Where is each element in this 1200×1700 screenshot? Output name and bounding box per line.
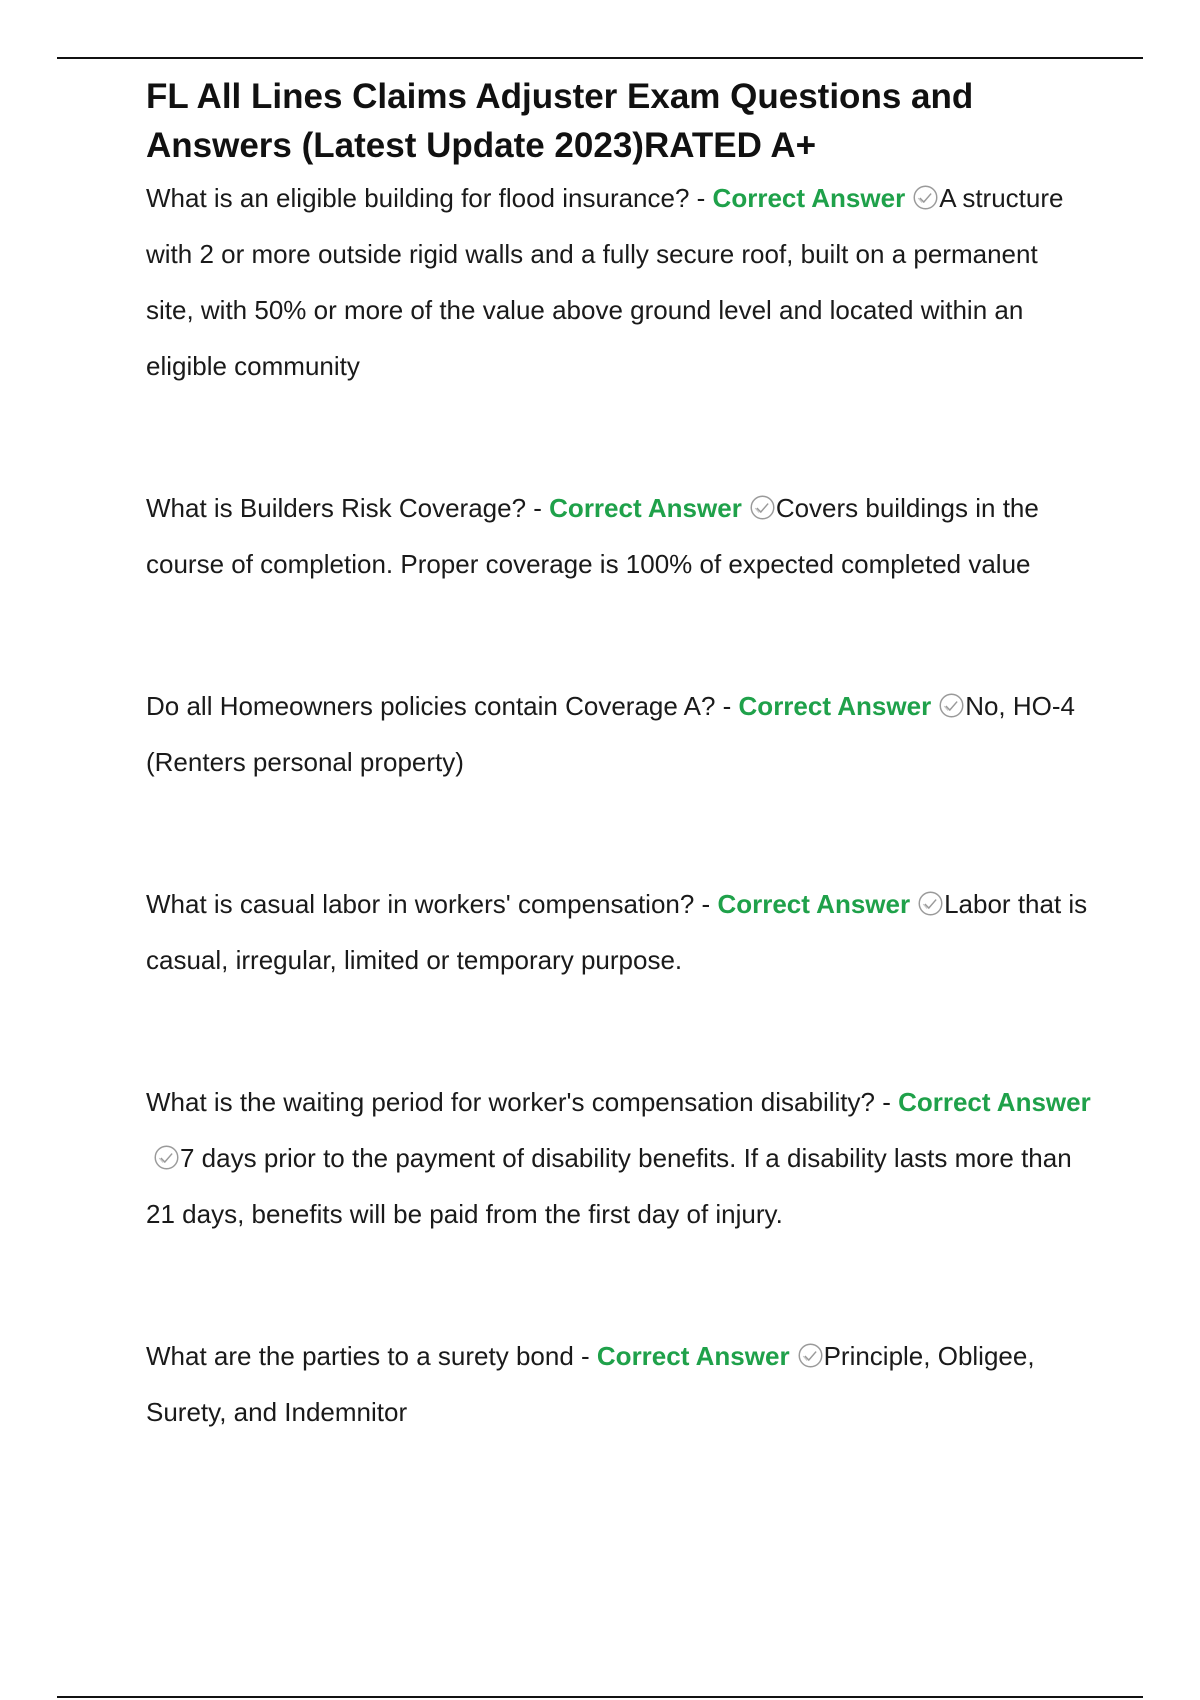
check-circle-icon	[797, 1342, 824, 1369]
question-text: What is an eligible building for flood insurance?	[146, 183, 690, 213]
title-line-2: Answers (Latest Update 2023)RATED A+	[146, 126, 817, 165]
correct-answer-label: Correct Answer	[717, 889, 911, 919]
question-text: What is casual labor in workers' compensation?	[146, 889, 695, 919]
document-body	[146, 72, 1091, 1440]
separator: -	[694, 889, 718, 919]
separator: -	[874, 1087, 899, 1117]
separator: -	[526, 493, 550, 523]
separator: -	[573, 1341, 597, 1371]
answer-text: Covers buildings in the course of completion. Proper coverage is 100% of expected completed value	[146, 493, 1039, 579]
check-circle-icon	[938, 692, 965, 719]
check-circle-icon	[917, 890, 944, 917]
question-text: Do all Homeowners policies contain Coverage A?	[146, 691, 716, 721]
correct-answer-label: Correct Answer	[596, 1341, 790, 1371]
answer-text: No, HO-4 (Renters personal property)	[146, 691, 1075, 777]
qa-item	[146, 1074, 1091, 1242]
question-text: What are the parties to a surety bond	[146, 1341, 574, 1371]
title-line-1: FL All Lines Claims Adjuster Exam Questions and	[146, 77, 974, 116]
correct-answer-label: Correct Answer	[738, 691, 932, 721]
qa-item	[146, 1328, 1091, 1440]
answer-text: Principle, Obligee, Surety, and Indemnitor	[146, 1341, 1035, 1427]
qa-item	[146, 678, 1091, 790]
answer-text: Labor that is casual, irregular, limited or temporary purpose.	[146, 889, 1088, 975]
answer-text: 7 days prior to the payment of disability benefits. If a disability lasts more than 21 days, benefits will be paid from the first day of injury.	[146, 1143, 1072, 1229]
separator: -	[689, 183, 713, 213]
separator: -	[715, 691, 739, 721]
document-title	[146, 72, 1091, 170]
check-circle-icon	[912, 184, 939, 211]
qa-item	[146, 480, 1091, 592]
question-text: What is the waiting period for worker's compensation disability?	[146, 1087, 875, 1117]
question-text: What is Builders Risk Coverage?	[146, 493, 527, 523]
qa-item	[146, 876, 1091, 988]
correct-answer-label: Correct Answer	[549, 493, 742, 523]
check-circle-icon	[153, 1144, 180, 1171]
answer-text: A structure with 2 or more outside rigid walls and a fully secure roof, built on a permanent site, with 50% or more of the value above ground level and located within an eligible community	[146, 183, 1064, 381]
qa-item	[146, 170, 1091, 394]
correct-answer-label: Correct Answer	[898, 1087, 1091, 1117]
bottom-divider	[57, 1696, 1143, 1698]
correct-answer-label: Correct Answer	[712, 183, 906, 213]
top-divider	[57, 57, 1143, 59]
check-circle-icon	[749, 494, 776, 521]
